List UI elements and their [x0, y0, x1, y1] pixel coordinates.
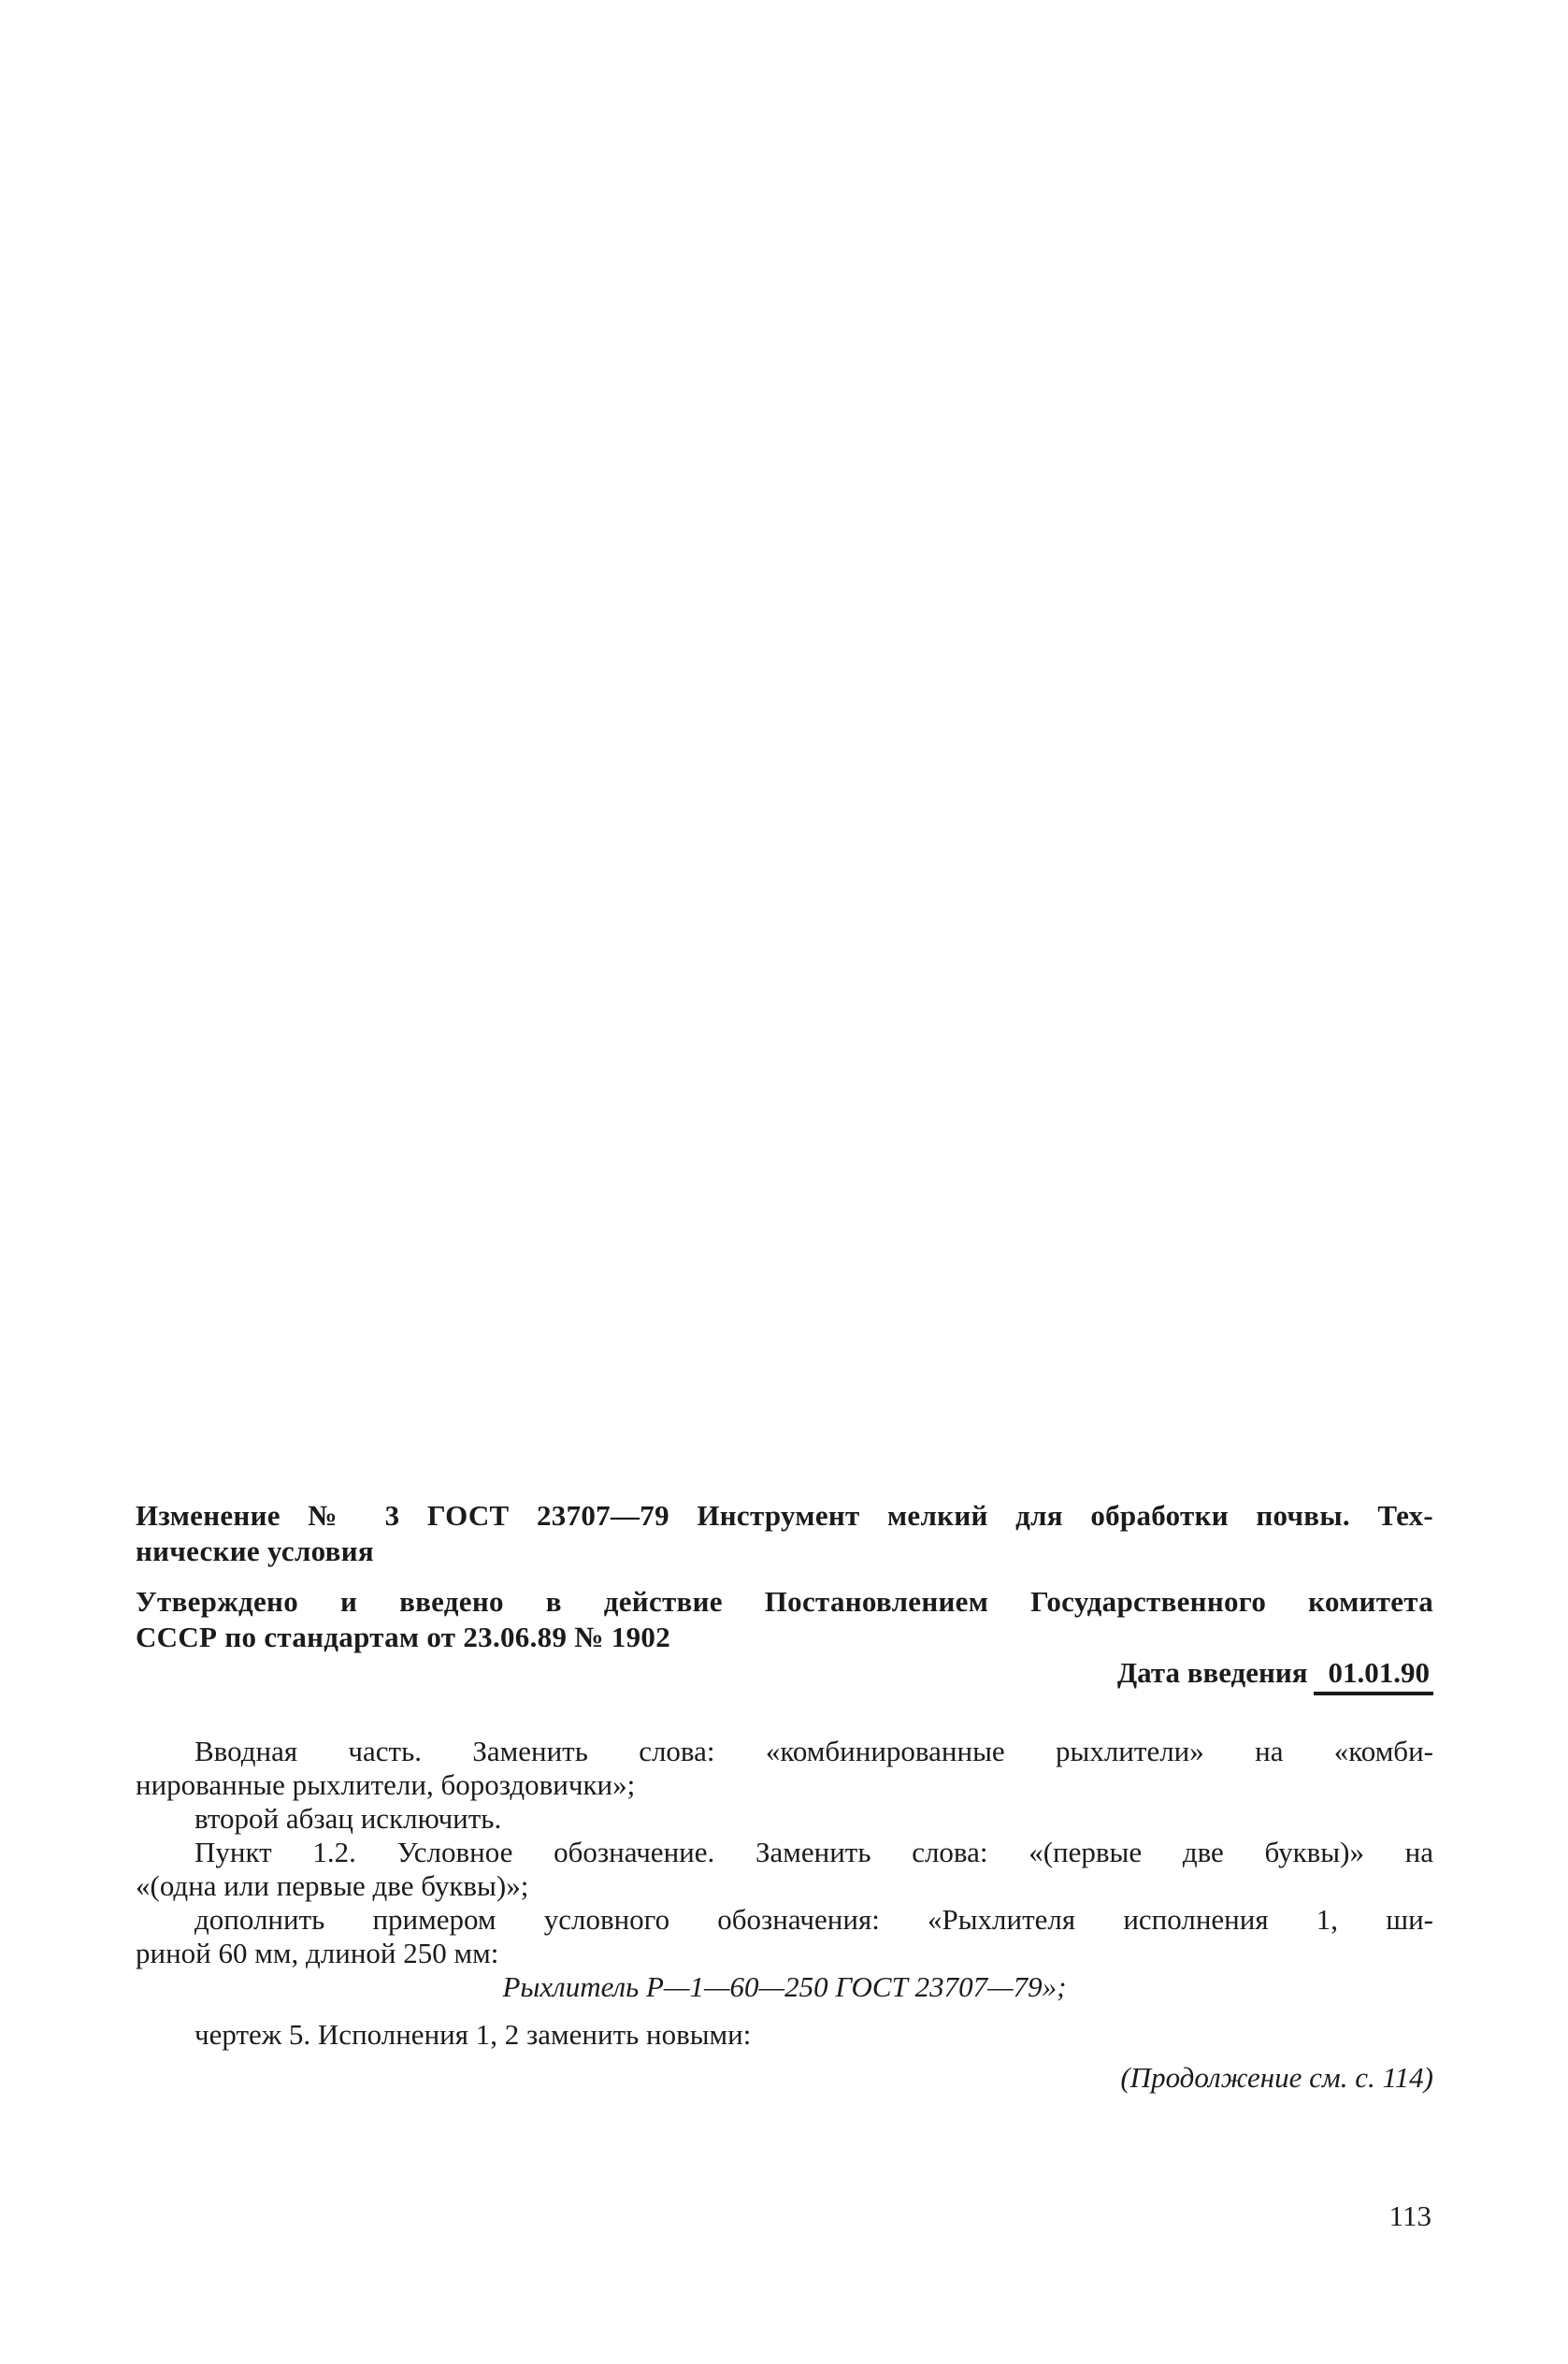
amendment-title-line-1: Изменение № 3 ГОСТ 23707—79 Инструмент мелкий для обработки почвы. Тех-	[136, 1499, 1433, 1532]
paragraph-line: риной 60 мм, длиной 250 мм:	[136, 1937, 499, 1969]
paragraph-line: Вводная часть. Заменить слова: «комбинированные рыхлители» на «комби-	[194, 1735, 1433, 1767]
approval-line-2: СССР по стандартам от 23.06.89 № 1902	[136, 1621, 670, 1653]
document-content	[136, 1498, 1433, 2232]
approval-statement	[136, 1584, 1433, 1655]
paragraph-designation-addition	[136, 1903, 1433, 1970]
amendment-title-line-2: нические условия	[136, 1535, 374, 1567]
amendment-title	[136, 1498, 1433, 1569]
paragraph-line: чертеж 5. Исполнения 1, 2 заменить новыми:	[194, 2018, 752, 2051]
approval-line-1: Утверждено и введено в действие Постановлением Государственного комитета	[136, 1585, 1433, 1618]
paragraph-line: нированные рыхлители, бороздовички»;	[136, 1768, 636, 1801]
effective-date-label: Дата введения	[1116, 1656, 1308, 1689]
paragraph-line: Пункт 1.2. Условное обозначение. Заменить слова: «(первые две буквы)» на	[194, 1836, 1433, 1868]
paragraph-line: второй абзац исключить.	[194, 1802, 502, 1835]
paragraph-line: «(одна или первые две буквы)»;	[136, 1869, 529, 1902]
effective-date-value: 01.01.90	[1314, 1655, 1434, 1695]
paragraph-introductory-part	[136, 1735, 1433, 1802]
designation-example: Рыхлитель Р—1—60—250 ГОСТ 23707—79»;	[502, 1970, 1067, 2003]
paragraph-drawing-5	[136, 2018, 1433, 2052]
paragraph-punkt-1-2	[136, 1836, 1433, 1903]
paragraph-second-abzac	[136, 1802, 1433, 1836]
amendment-body	[136, 1735, 1433, 2232]
paragraph-line: дополнить примером условного обозначения: «Рыхлителя исполнения 1, ши-	[194, 1903, 1433, 1936]
page-number: 113	[1388, 2199, 1431, 2232]
continuation-note: (Продолжение см. с. 114)	[1120, 2061, 1433, 2094]
effective-date-line	[136, 1655, 1433, 1695]
